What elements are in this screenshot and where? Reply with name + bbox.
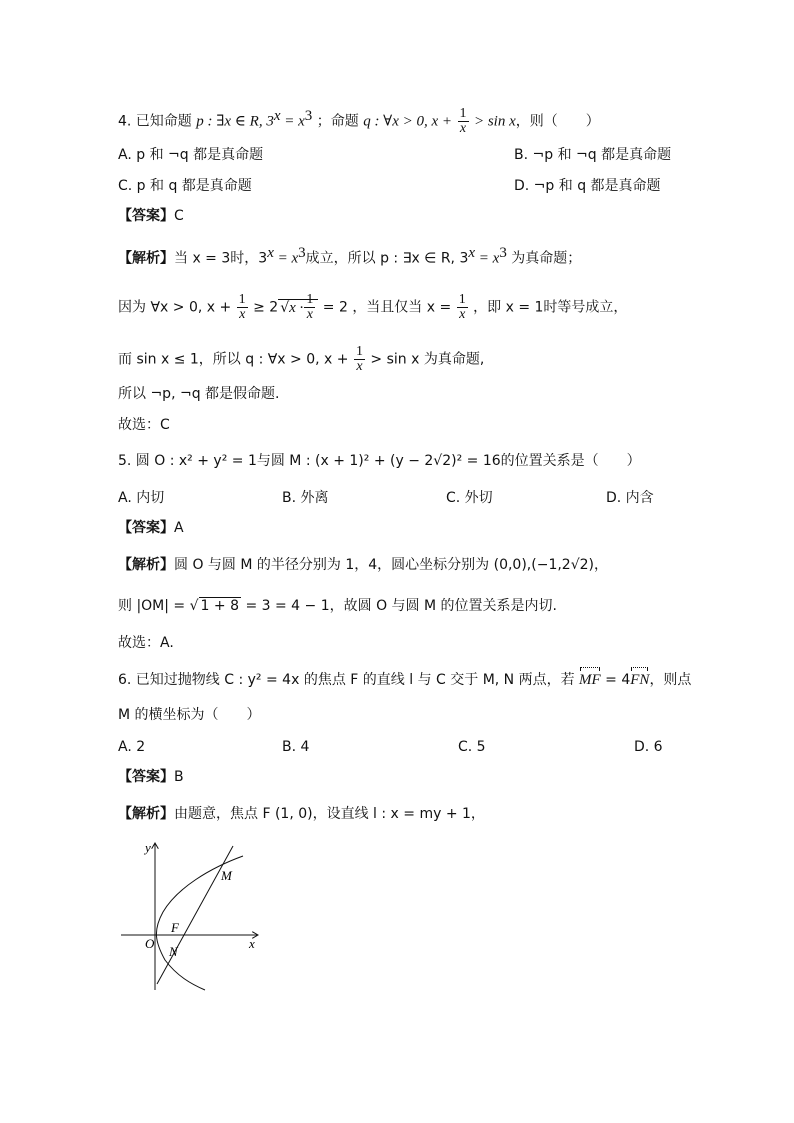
q4-option-a: A. p 和 ¬q 都是真命题 — [118, 147, 264, 163]
q4-option-d: D. ¬p 和 q 都是真命题 — [514, 178, 661, 194]
q4-analysis-line-4: 所以 ¬p, ¬q 都是假命题. — [118, 386, 280, 402]
q5-option-c: C. 外切 — [446, 490, 493, 506]
q6-option-a: A. 2 — [118, 739, 146, 755]
q6-analysis-line-1: 【解析】由题意，焦点 F (1, 0)，设直线 l : x = my + 1， — [118, 806, 485, 822]
label-m: M — [221, 868, 232, 883]
q4-option-c: C. p 和 q 都是真命题 — [118, 178, 252, 194]
q4-choose: 故选：C — [118, 417, 170, 433]
q6-stem-line-2: M 的横坐标为（ ） — [118, 707, 261, 723]
q5-option-d: D. 内含 — [606, 490, 654, 506]
chord-line — [157, 846, 233, 984]
q4-option-b: B. ¬p 和 ¬q 都是真命题 — [514, 147, 672, 163]
parabola-figure — [115, 838, 265, 998]
q4-analysis-line-3: 而 sin x ≤ 1，所以 q : ∀x > 0, x + $\frac{1}{x}$ > sin x 为真命题, — [118, 344, 485, 374]
q6-option-d: D. 6 — [634, 739, 663, 755]
label-x: x — [249, 936, 255, 951]
label-n: N — [169, 944, 178, 959]
label-f: F — [171, 920, 179, 935]
q6-option-b: B. 4 — [282, 739, 310, 755]
q6-option-c: C. 5 — [458, 739, 486, 755]
q4-stem: 4. 已知命题 p : ∃x ∈ R, $3^x = x^3$ ；命题 q : ∀x > 0, x + $\frac{1}{x}$ > sin x，则（ ） — [118, 106, 600, 137]
q6-stem-line-1: 6. 已知过抛物线 C : y² = 4x 的焦点 F 的直线 l 与 C 交于 M, N 两点，若 MF = 4FN，则点 — [118, 672, 692, 688]
q5-choose: 故选：A. — [118, 635, 174, 651]
q4-analysis-line-2: 因为 ∀x > 0, x + $\frac{1}{x}$ ≥ 2 √x · $\frac{1}{x}$ = 2 ，当且仅当 x = $\frac{1}{x}$ ，即 x = 1时等号成立， — [118, 292, 628, 322]
sqrt: √x · $\frac{1}{x}$ — [278, 299, 318, 316]
vector-fn: FN — [630, 672, 650, 688]
q5-option-b: B. 外离 — [282, 490, 329, 506]
q4-analysis-line-1: 【解析】当 x = 3时，$3^x = x^3$成立，所以 p : ∃x ∈ R, $3^x = x^3$ 为真命题； — [118, 245, 582, 267]
q5-analysis-line-2: 则 |OM| = √ 1 + 8 = 3 = 4 − 1，故圆 O 与圆 M 的位置关系是内切. — [118, 598, 557, 614]
fraction: $\frac{1}{x}$ — [459, 106, 467, 137]
q5-option-a: A. 内切 — [118, 490, 165, 506]
label-y: y — [145, 840, 151, 855]
q5-stem: 5. 圆 O : x² + y² = 1与圆 M : (x + 1)² + (y − 2√2)² = 16的位置关系是（ ） — [118, 453, 641, 469]
q6-answer: 【答案】B — [118, 769, 184, 785]
q5-answer: 【答案】A — [118, 520, 184, 536]
vector-mf: MF — [579, 672, 601, 688]
label-o: O — [145, 936, 155, 951]
q4-answer: 【答案】C — [118, 208, 184, 224]
q5-analysis-line-1: 【解析】圆 O 与圆 M 的半径分别为 1，4，圆心坐标分别为 (0,0),(−1,2√2)， — [118, 557, 608, 573]
